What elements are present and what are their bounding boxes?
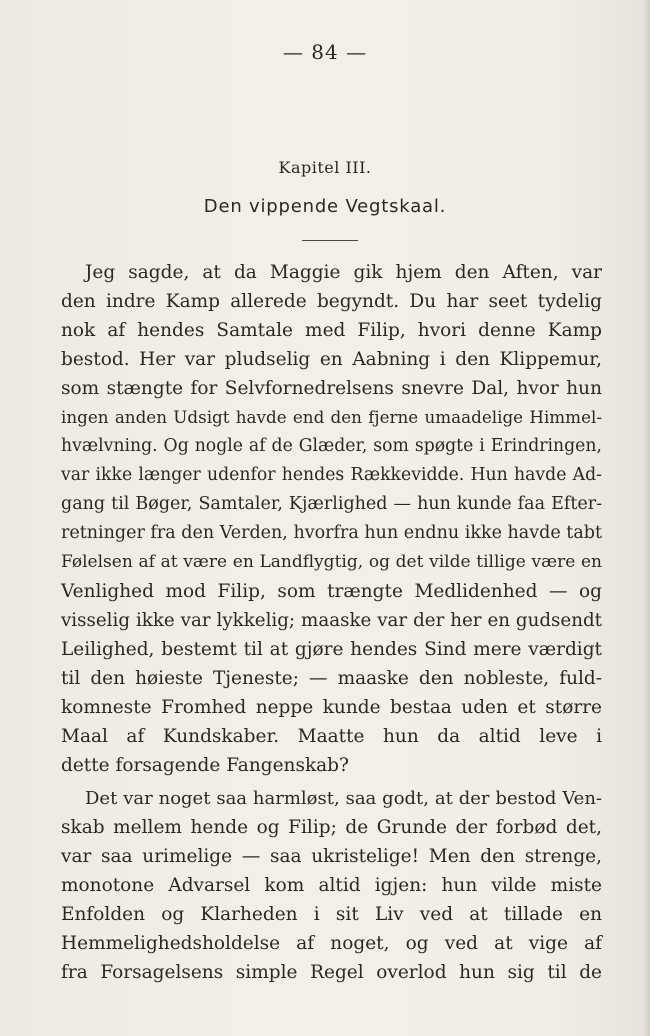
text-line: Enfolden og Klarheden i sit Liv ved at tillade en [61,904,602,925]
text-line: komneste Fromhed neppe kunde bestaa uden et større [61,697,602,718]
text-line: som stængte for Selvfornedrelsens snevre Dal, hvor hun [61,378,602,399]
text-line: var saa urimelige — saa ukristelige! Men den strenge, [61,846,602,867]
text-line: monotone Advarsel kom altid igjen: hun vilde miste [61,875,602,896]
text-line: skab mellem hende og Filip; de Grunde der forbød det, [61,817,602,838]
text-line: hvælvning. Og nogle af de Glæder, som spøgte i Erindringen, [61,436,602,456]
text-line: fra Forsagelsens simple Regel overlod hun sig til de [61,962,602,983]
text-line: retninger fra den Verden, hvorfra hun endnu ikke havde tabt [61,523,602,543]
chapter-label: Kapitel III. [278,158,372,177]
page-edge-shadow [642,0,650,1036]
text-line: Leilighed, bestemt til at gjøre hendes Sind mere værdigt [61,639,602,660]
title-rule [302,240,358,241]
text-line: Jeg sagde, at da Maggie gik hjem den Aften, var [85,262,602,283]
text-line: bestod. Her var pludselig en Aabning i den Klippemur, [61,349,602,370]
page-number: — 84 — [282,40,368,64]
text-line: Venlighed mod Filip, som trængte Medlidenhed — og [61,581,602,602]
text-line: Det var noget saa harmløst, saa godt, at der bestod Ven- [85,788,602,809]
text-line: dette forsagende Fangenskab? [61,755,349,776]
text-line: Hemmelighedsholdelse af noget, og ved at vige af [61,933,602,954]
text-line: til den høieste Tjeneste; — maaske den nobleste, fuld- [61,668,602,689]
text-line: Følelsen af at være en Landflygtig, og det vilde tillige være en [61,552,602,572]
text-line: Maal af Kundskaber. Maatte hun da altid leve i [61,726,602,747]
text-line: visselig ikke var lykkelig; maaske var der her en gudsendt [61,610,602,631]
text-line: den indre Kamp allerede begyndt. Du har seet tydelig [61,291,602,312]
text-line: gang til Bøger, Samtaler, Kjærlighed — hun kunde faa Efter- [61,494,602,514]
body-text [61,258,602,987]
chapter-title: Den vippende Vegtskaal. [203,196,447,217]
text-line: nok af hendes Samtale med Filip, hvori denne Kamp [61,320,602,341]
text-line: var ikke længer udenfor hendes Rækkevidde. Hun havde Ad- [61,465,602,485]
text-line: ingen anden Udsigt havde end den fjerne umaadelige Himmel- [61,407,602,427]
